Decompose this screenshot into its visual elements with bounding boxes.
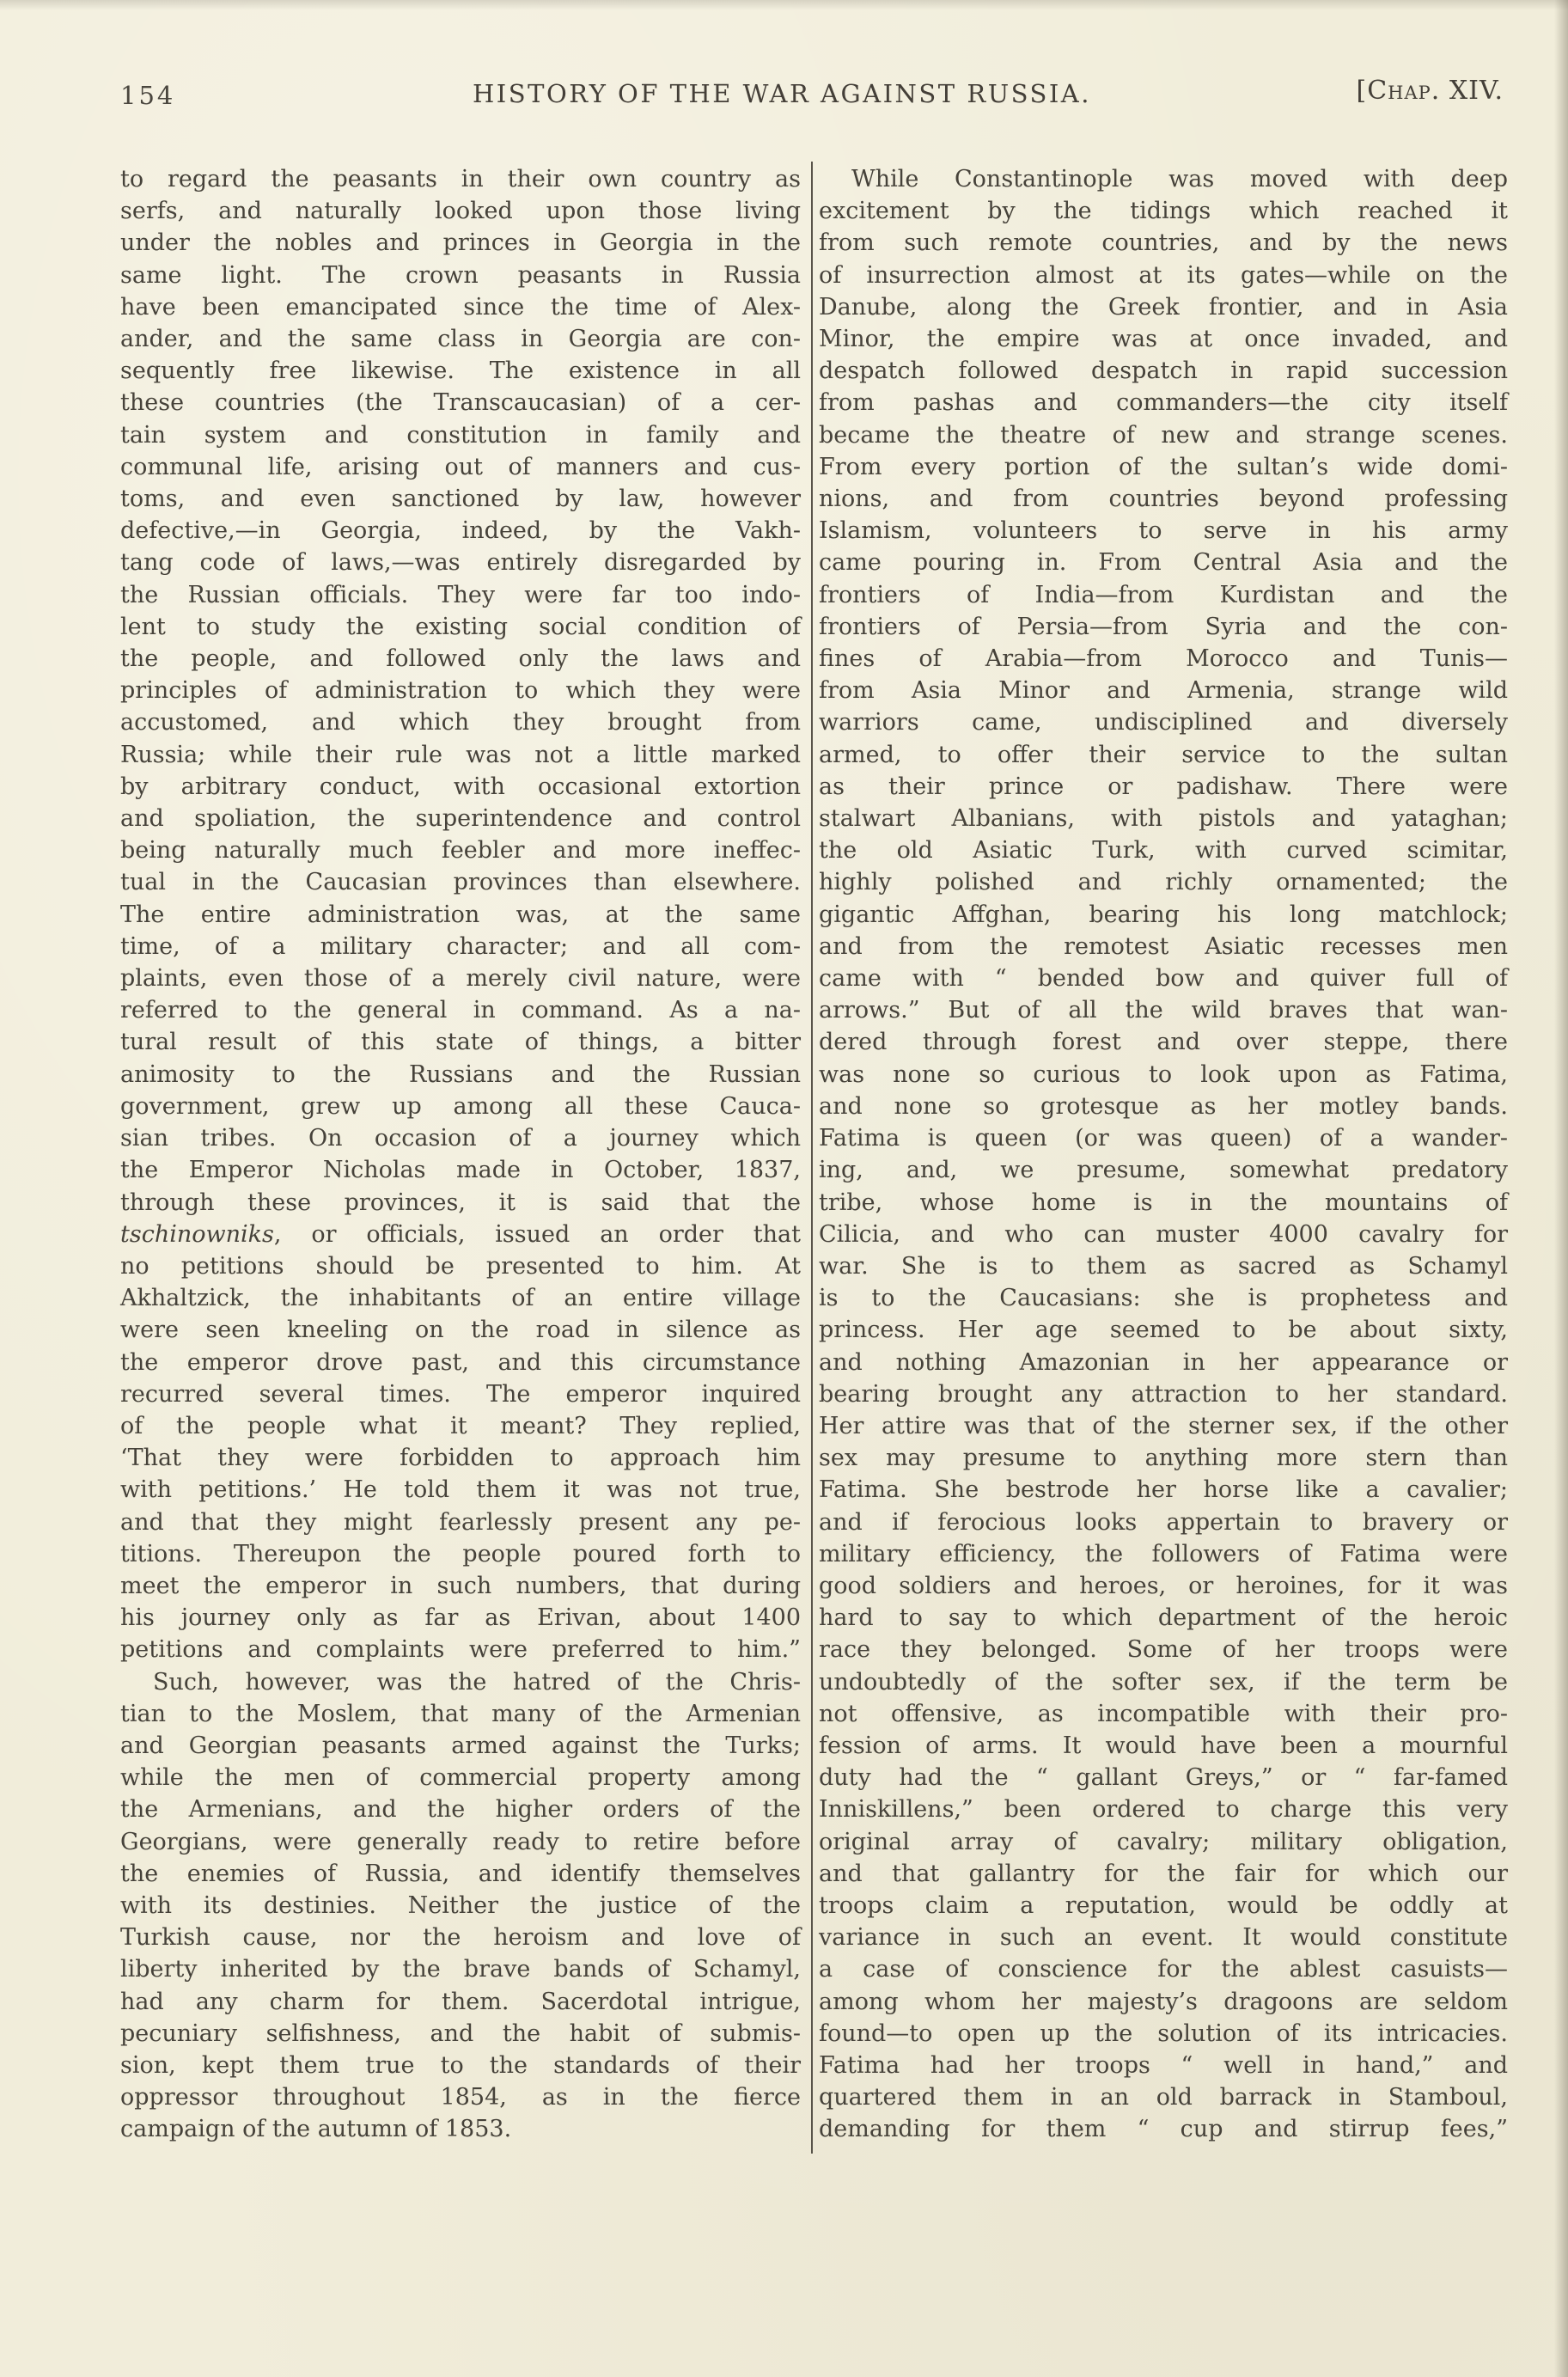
text-line: Fatima had her troops “ well in hand,” and <box>819 2051 1508 2079</box>
text-line: despatch followed despatch in rapid succession <box>819 357 1508 385</box>
text-line: original array of cavalry; military obligation, <box>819 1828 1508 1855</box>
text-line: came pouring in. From Central Asia and the <box>819 549 1508 577</box>
text-line: ing, and, we presume, somewhat predatory <box>819 1157 1508 1184</box>
text-line: found—to open up the solution of its intricacies. <box>819 2020 1508 2047</box>
text-line: through these provinces, it is said that the <box>120 1188 801 1216</box>
text-line: Russia; while their rule was not a little marked <box>120 741 801 768</box>
text-line: armed, to offer their service to the sultan <box>819 741 1508 768</box>
text-line: time, of a military character; and all com- <box>120 932 801 960</box>
text-line: warriors came, undisciplined and diversely <box>819 709 1508 736</box>
text-line: dered through forest and over steppe, there <box>819 1029 1508 1056</box>
text-line: From every portion of the sultan’s wide domi- <box>819 453 1508 480</box>
page-number: 154 <box>120 81 176 110</box>
text-line: from pashas and commanders—the city itself <box>819 389 1508 417</box>
text-line: princess. Her age seemed to be about sixty, <box>819 1317 1508 1344</box>
text-line: being naturally much feebler and more ineffec- <box>120 837 801 865</box>
text-line: to regard the peasants in their own country as <box>120 166 801 192</box>
text-line: oppressor throughout 1854, as in the fierce <box>120 2084 801 2111</box>
text-line: by arbitrary conduct, with occasional extortion <box>120 773 801 800</box>
text-line: nions, and from countries beyond professing <box>819 486 1508 513</box>
text-line: had any charm for them. Sacerdotal intrigue, <box>120 1988 801 2015</box>
text-line: referred to the general in command. As a na- <box>120 997 801 1024</box>
text-line: came with “ bended bow and quiver full of <box>819 965 1508 993</box>
text-line: sion, kept them true to the standards of their <box>120 2051 801 2079</box>
text-line: sex may presume to anything more stern than <box>819 1445 1508 1472</box>
text-line: same light. The crown peasants in Russia <box>120 261 801 289</box>
text-line: While Constantinople was moved with deep <box>851 166 1508 192</box>
text-line: the old Asiatic Turk, with curved scimitar, <box>819 837 1508 865</box>
text-line: arrows.” But of all the wild braves that wan- <box>819 997 1508 1024</box>
text-line: the emperor drove past, and this circumstance <box>120 1348 801 1376</box>
text-line: and from the remotest Asiatic recesses men <box>819 932 1508 960</box>
text-line: accustomed, and which they brought from <box>120 709 801 736</box>
text-line: frontiers of India—from Kurdistan and the <box>819 581 1508 608</box>
column-divider-rule <box>811 162 813 2154</box>
text-line: of insurrection almost at its gates—while on the <box>819 261 1508 289</box>
text-line: tschinowniks, or officials, issued an order that <box>120 1220 801 1248</box>
text-line: pecuniary selfishness, and the habit of submis- <box>120 2020 801 2047</box>
text-line: hard to say to which department of the heroic <box>819 1604 1508 1632</box>
text-line: from Asia Minor and Armenia, strange wild <box>819 677 1508 705</box>
chapter-marker: [Chap. XIV. <box>1356 76 1504 106</box>
text-line: principles of administration to which they were <box>120 677 801 705</box>
text-line: meet the emperor in such numbers, that during <box>120 1572 801 1599</box>
text-line: tian to the Moslem, that many of the Armenian <box>120 1700 801 1727</box>
text-line: and that gallantry for the fair for which our <box>819 1860 1508 1887</box>
text-line: quartered them in an old barrack in Stamboul, <box>819 2084 1508 2111</box>
text-line: tang code of laws,—was entirely disregarded by <box>120 549 801 577</box>
text-line: fines of Arabia—from Morocco and Tunis— <box>819 645 1508 673</box>
text-line: Georgians, were generally ready to retire before <box>120 1828 801 1855</box>
text-line: the Emperor Nicholas made in October, 1837, <box>120 1157 801 1184</box>
text-line: with its destinies. Neither the justice of the <box>120 1891 801 1919</box>
text-line: Islamism, volunteers to serve in his army <box>819 517 1508 545</box>
text-line: excitement by the tidings which reached it <box>819 198 1508 225</box>
text-line: petitions and complaints were preferred to him.” <box>120 1636 801 1664</box>
text-line: ander, and the same class in Georgia are con- <box>120 326 801 353</box>
paragraph-continuation <box>120 163 801 1666</box>
paragraph <box>120 1666 801 2146</box>
text-line: Danube, along the Greek frontier, and in Asia <box>819 293 1508 321</box>
text-line: gigantic Affghan, bearing his long matchlock; <box>819 901 1508 928</box>
text-line: variance in such an event. It would constitute <box>819 1924 1508 1952</box>
text-line: recurred several times. The emperor inquired <box>120 1380 801 1408</box>
text-line: as their prince or padishaw. There were <box>819 773 1508 800</box>
text-line: race they belonged. Some of her troops were <box>819 1636 1508 1664</box>
text-line: among whom her majesty’s dragoons are seldom <box>819 1988 1508 2015</box>
text-line: and if ferocious looks appertain to bravery or <box>819 1508 1508 1536</box>
text-line: the Russian officials. They were far too indo- <box>120 581 801 608</box>
text-line: were seen kneeling on the road in silence as <box>120 1317 801 1344</box>
text-line: Cilicia, and who can muster 4000 cavalry for <box>819 1220 1508 1248</box>
text-line: stalwart Albanians, with pistols and yataghan; <box>819 805 1508 833</box>
text-line: tural result of this state of things, a bitter <box>120 1029 801 1056</box>
text-line: Akhaltzick, the inhabitants of an entire village <box>120 1285 801 1312</box>
text-line: Inniskillens,” been ordered to charge this very <box>819 1796 1508 1824</box>
text-line: lent to study the existing social condition of <box>120 613 801 640</box>
text-line: government, grew up among all these Cauca- <box>120 1092 801 1120</box>
text-line: a case of conscience for the ablest casuists— <box>819 1956 1508 1983</box>
text-line: while the men of commercial property among <box>120 1764 801 1792</box>
text-line: duty had the “ gallant Greys,” or “ far-famed <box>819 1764 1508 1792</box>
text-line: under the nobles and princes in Georgia in the <box>120 229 801 257</box>
text-line: communal life, arising out of manners and cus- <box>120 453 801 480</box>
text-line: sian tribes. On occasion of a journey which <box>120 1125 801 1152</box>
text-line: tual in the Caucasian provinces than elsewhere. <box>120 869 801 896</box>
text-line: titions. Thereupon the people poured forth to <box>120 1540 801 1567</box>
text-line: tribe, whose home is in the mountains of <box>819 1188 1508 1216</box>
text-line: liberty inherited by the brave bands of Schamyl, <box>120 1956 801 1983</box>
text-line: the Armenians, and the higher orders of the <box>120 1796 801 1824</box>
text-line: The entire administration was, at the same <box>120 901 801 928</box>
text-line: Fatima is queen (or was queen) of a wander- <box>819 1125 1508 1152</box>
text-line: of the people what it meant? They replied, <box>120 1412 801 1439</box>
text-line: frontiers of Persia—from Syria and the con- <box>819 613 1508 640</box>
text-line: serfs, and naturally looked upon those living <box>120 198 801 225</box>
text-line: ‘That they were forbidden to approach him <box>120 1445 801 1472</box>
running-header-title: HISTORY OF THE WAR AGAINST RUSSIA. <box>473 79 1091 108</box>
text-line: Minor, the empire was at once invaded, and <box>819 326 1508 353</box>
text-line: good soldiers and heroes, or heroines, for it was <box>819 1572 1508 1599</box>
text-line: toms, and even sanctioned by law, however <box>120 486 801 513</box>
text-line: campaign of the autumn of 1853. <box>120 2116 512 2143</box>
text-line: not offensive, as incompatible with their pro- <box>819 1700 1508 1727</box>
text-line: military efficiency, the followers of Fatima were <box>819 1540 1508 1567</box>
right-column <box>819 163 1508 2146</box>
text-line: with petitions.’ He told them it was not true, <box>120 1476 801 1504</box>
text-line: became the theatre of new and strange scenes. <box>819 421 1508 449</box>
text-line: Fatima. She bestrode her horse like a cavalier; <box>819 1476 1508 1504</box>
text-line: the enemies of Russia, and identify themselves <box>120 1860 801 1887</box>
text-line: and spoliation, the superintendence and control <box>120 805 801 833</box>
scan-edge-shadow-top <box>0 0 1568 10</box>
text-line: was none so curious to look upon as Fatima, <box>819 1060 1508 1088</box>
text-line: war. She is to them as sacred as Schamyl <box>819 1252 1508 1280</box>
text-line: and that they might fearlessly present any pe- <box>120 1508 801 1536</box>
text-line: plaints, even those of a merely civil nature, were <box>120 965 801 993</box>
text-line: defective,—in Georgia, indeed, by the Vakh- <box>120 517 801 545</box>
text-line: tain system and constitution in family and <box>120 421 801 449</box>
text-line: his journey only as far as Erivan, about 1400 <box>120 1604 801 1632</box>
text-line: undoubtedly of the softer sex, if the term be <box>819 1668 1508 1696</box>
text-line: troops claim a reputation, would be oddly at <box>819 1891 1508 1919</box>
text-line: animosity to the Russians and the Russian <box>120 1060 801 1088</box>
left-column <box>120 163 801 2146</box>
text-line: the people, and followed only the laws and <box>120 645 801 673</box>
text-line: Her attire was that of the sterner sex, if the other <box>819 1412 1508 1439</box>
paragraph <box>819 163 1508 2146</box>
text-line: Turkish cause, nor the heroism and love of <box>120 1924 801 1952</box>
text-line: bearing brought any attraction to her standard. <box>819 1380 1508 1408</box>
text-line: have been emancipated since the time of Alex- <box>120 293 801 321</box>
scan-edge-shadow-right <box>1554 0 1568 2377</box>
text-line: highly polished and richly ornamented; the <box>819 869 1508 896</box>
text-line: sequently free likewise. The existence in all <box>120 357 801 385</box>
text-line: is to the Caucasians: she is prophetess and <box>819 1285 1508 1312</box>
text-line: from such remote countries, and by the news <box>819 229 1508 257</box>
text-line: and none so grotesque as her motley bands. <box>819 1092 1508 1120</box>
text-line: Such, however, was the hatred of the Chris- <box>153 1668 801 1696</box>
text-line: these countries (the Transcaucasian) of a cer- <box>120 389 801 417</box>
text-line: and Georgian peasants armed against the Turks; <box>120 1732 801 1759</box>
text-line: and nothing Amazonian in her appearance or <box>819 1348 1508 1376</box>
text-line: fession of arms. It would have been a mournful <box>819 1732 1508 1759</box>
text-line: demanding for them “ cup and stirrup fees,” <box>819 2116 1508 2143</box>
text-line: no petitions should be presented to him. At <box>120 1252 801 1280</box>
